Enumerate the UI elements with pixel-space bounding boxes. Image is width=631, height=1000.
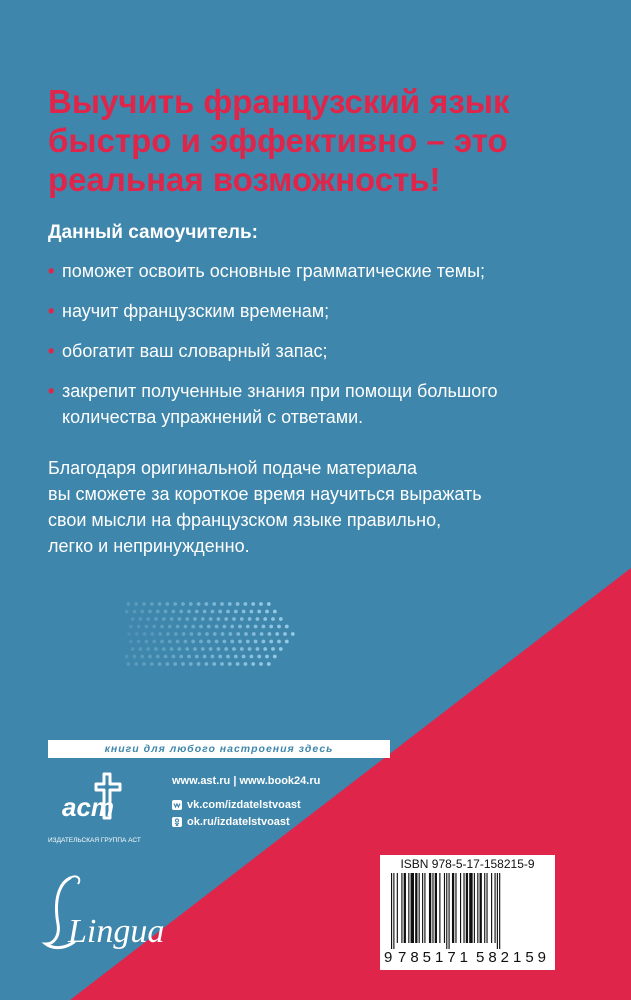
list-item-text: количества упражнений с ответами. [62,407,364,427]
decoration-dot [223,625,227,629]
decoration-dot [193,617,197,621]
decoration-dot [213,632,217,636]
decoration-dot [217,617,221,621]
barcode-bar [435,873,437,943]
decoration-dot [271,647,275,651]
barcode-bar [466,873,468,943]
decoration-dot [277,625,281,629]
barcode-bar [499,873,500,949]
decoration-dot [211,610,215,614]
description-line: свои мысли на французском языке правильно, [48,510,442,530]
isbn-number: ISBN 978-5-17-158215-9 [400,857,535,871]
decoration-dot [189,602,193,606]
decoration-dot [191,625,195,629]
ean-group-right [476,949,546,967]
decoration-dot [283,632,287,636]
decoration-dot [224,647,228,651]
barcode-bar [474,873,475,943]
decoration-dot [152,640,156,644]
decoration-dot [140,655,144,659]
decoration-dot [250,655,254,659]
ean-lead-digit: 9 [384,949,393,966]
ean-digit: 9 [537,949,546,966]
headline-line: реальная возможность! [48,161,441,198]
decoration-dot [218,655,222,659]
decoration-dot [134,662,138,666]
bullet-dot-icon: • [48,301,55,321]
ean-group-left [398,949,468,967]
vk-link[interactable] [172,797,301,813]
decoration-dot [228,662,232,666]
bullet-dot-icon: • [48,341,55,361]
ean-digit: 1 [434,949,444,966]
barcode-bar [439,873,440,943]
ean-digit: 8 [488,949,497,966]
decoration-dot [252,632,256,636]
decoration-dot [242,655,246,659]
decoration-dot [150,602,154,606]
decoration-dot [242,610,246,614]
publisher-websites[interactable]: www.ast.ru | www.book24.ru [172,775,321,787]
ean-digit: 1 [512,949,522,966]
slogan-banner: книги для любого настроения здесь [48,740,390,758]
decoration-dot [190,632,194,636]
decoration-dot [125,610,129,614]
decoration-dot [291,632,295,636]
decoration-dot [236,602,240,606]
decoration-dot [187,610,191,614]
ean-digit: 2 [500,949,509,966]
decoration-dot [166,632,170,636]
decoration-dot [173,662,177,666]
decoration-dot [197,632,201,636]
decoration-dot [162,647,166,651]
decoration-dot [260,632,264,636]
headline-line: Выучить французский язык [48,83,510,120]
decoration-dot [187,655,191,659]
decoration-dot [189,662,193,666]
barcode-bar [449,873,450,949]
ast-logo-text: аст [62,792,115,822]
lingua-logo-text: Lingua [68,913,165,950]
barcode [389,873,549,949]
decoration-dot [129,625,133,629]
decoration-dot [170,617,174,621]
decoration-dot [185,617,189,621]
decoration-dot [229,632,233,636]
decoration-dot [226,655,230,659]
decoration-dot [240,617,244,621]
decoration-dot [191,640,195,644]
decoration-dot [154,647,158,651]
decoration-dot [168,640,172,644]
decoration-dot [184,640,188,644]
decoration-dot [178,647,182,651]
list-item-text: закрепит полученные знания при помощи большого [62,381,498,401]
decoration-dot [273,655,277,659]
decoration-dot [209,617,213,621]
decoration-dot [150,662,154,666]
ok-link[interactable] [172,814,290,830]
decoration-dot [193,647,197,651]
decoration-dot [259,662,263,666]
decoration-dot [164,610,168,614]
decoration-dot [228,602,232,606]
decoration-dot [240,647,244,651]
barcode-bar [446,873,447,949]
decoration-dot [285,640,289,644]
decoration-dot [129,640,133,644]
barcode-bar [424,873,425,943]
decoration-dot [179,610,183,614]
decoration-dot [259,602,263,606]
barcode-bar [444,873,445,943]
decoration-dot [199,625,203,629]
decoration-dot [215,640,219,644]
decoration-dot [248,617,252,621]
list-item-text: научит французским временам; [62,301,330,321]
decoration-dot [205,632,209,636]
decoration-dot [146,647,150,651]
decoration-dot [256,617,260,621]
decoration-dot [246,640,250,644]
decoration-dot [135,632,139,636]
ean-digit: 8 [410,949,419,966]
decoration-dot [257,655,261,659]
ean-digit: 5 [525,949,534,966]
decoration-dot [269,625,273,629]
decoration-dot [176,640,180,644]
decoration-dot [209,647,213,651]
decoration-dot [131,617,135,621]
decoration-dot [256,647,260,651]
decoration-dot [174,632,178,636]
decoration-dot [215,625,219,629]
barcode-bar [415,873,417,943]
decoration-dot [217,647,221,651]
decoration-dot [160,640,164,644]
barcode-bar [429,873,431,943]
ean-digit: 1 [459,949,468,966]
decoration-dot [168,625,172,629]
decoration-dot [125,655,129,659]
decoration-dot [133,610,137,614]
decoration-dot [173,602,177,606]
decoration-dot [166,602,170,606]
decoration-dot [142,662,146,666]
feature-list [48,258,588,430]
decoration-dot [230,640,234,644]
decoration-dot [246,625,250,629]
description-line: вы сможете за короткое время научиться выражать [48,484,482,504]
decoration-dot [176,625,180,629]
decoration-dot [133,655,137,659]
decoration-dot [172,610,176,614]
decoration-dot [127,632,131,636]
barcode-bar [432,873,433,943]
barcode-bar [422,873,423,943]
decoration-dot [143,632,147,636]
decoration-dot [234,655,238,659]
barcode-bar [391,873,392,949]
ean-digits [384,949,554,967]
decoration-dot [158,602,162,606]
decoration-dot [268,632,272,636]
barcode-bar [411,873,414,943]
decoration-dot [160,625,164,629]
list-item-text: обогатит ваш словарный запас; [62,341,328,361]
decoration-dot [162,617,166,621]
barcode-bar [408,873,409,943]
decoration-dot [184,625,188,629]
decoration-dot [238,625,242,629]
bullet-dot-icon: • [48,381,55,401]
decoration-dot [285,625,289,629]
decoration-dot [212,662,216,666]
decoration-dot [267,602,271,606]
decoration-dot [145,640,149,644]
decoration-dot [220,662,224,666]
decoration-dot [244,602,248,606]
decoration-dot [179,655,183,659]
decoration-dot [234,610,238,614]
decoration-dot [236,662,240,666]
decoration-dot [250,610,254,614]
decoration-dot [221,632,225,636]
barcode-bar [484,873,485,943]
decoration-dot [158,632,162,636]
decoration-dot [195,610,199,614]
decoration-dot [170,647,174,651]
barcode-bar [397,873,398,943]
barcode-bar [469,873,472,943]
decoration-dot [137,625,141,629]
decoration-dot [223,640,227,644]
decoration-dot [251,662,255,666]
decoration-dot [230,625,234,629]
barcode-bar [463,873,464,943]
decoration-dot [236,632,240,636]
decoration-dot [273,610,277,614]
ast-logo [60,768,140,838]
decoration-dot [218,610,222,614]
barcode-bar [404,873,406,943]
decoration-dot [262,640,266,644]
decoration-dot [279,617,283,621]
decoration-dot [254,625,258,629]
barcode-bar [455,873,456,943]
decoration-dot [181,662,185,666]
intro-text: Данный самоучитель: [48,222,258,243]
decoration-dot [257,610,261,614]
decoration-dot [265,610,269,614]
dotted-arrows-decoration [125,598,310,678]
decoration-dot [158,662,162,666]
lingua-logo [40,872,180,957]
decoration-dot [263,617,267,621]
barcode-bar [452,873,454,943]
list-item-text: поможет освоить основные грамматические темы; [62,261,486,281]
decoration-dot [152,625,156,629]
decoration-dot [134,602,138,606]
decoration-dot [201,617,205,621]
decoration-dot [201,647,205,651]
decoration-dot [238,640,242,644]
decoration-dot [203,610,207,614]
decoration-dot [205,602,209,606]
ok-icon [172,817,182,827]
ean-digit: 5 [476,949,485,966]
vk-icon [172,800,182,810]
barcode-bar [480,873,482,943]
decoration-dot [139,617,143,621]
decoration-dot [182,632,186,636]
decoration-dot [203,655,207,659]
barcode-bar [497,873,498,949]
decoration-dot [154,617,158,621]
list-item [48,378,588,430]
decoration-dot [244,632,248,636]
decoration-dot [207,640,211,644]
decoration-dot [127,662,131,666]
decoration-dot [211,655,215,659]
decoration-dot [248,647,252,651]
decoration-dot [277,640,281,644]
list-item [48,298,588,324]
decoration-dot [275,632,279,636]
decoration-dot [251,602,255,606]
decoration-dot [263,647,267,651]
publisher-caption: ИЗДАТЕЛЬСКАЯ ГРУППА АСТ [48,837,141,844]
decoration-dot [131,647,135,651]
barcode-bar [401,873,402,943]
decoration-dot [279,647,283,651]
decoration-dot [137,640,141,644]
decoration-dot [185,647,189,651]
decoration-dot [197,662,201,666]
decoration-dot [262,625,266,629]
ean-digit: 7 [447,949,456,966]
headline-line: быстро и эффективно – это [48,122,508,159]
decoration-dot [226,610,230,614]
decoration-dot [197,602,201,606]
decoration-dot [232,647,236,651]
decoration-dot [267,662,271,666]
decoration-dot [244,662,248,666]
barcode-bar [477,873,478,943]
decoration-dot [269,640,273,644]
decoration-dot [224,617,228,621]
decoration-dot [151,632,155,636]
ok-link-text: ok.ru/izdatelstvoast [187,816,290,828]
decoration-dot [140,610,144,614]
decoration-dot [139,647,143,651]
decoration-dot [166,662,170,666]
decoration-dot [148,655,152,659]
bullet-dot-icon: • [48,261,55,281]
decoration-dot [142,602,146,606]
list-item [48,338,588,364]
barcode-bar [393,873,394,949]
decoration-dot [148,610,152,614]
decoration-dot [212,602,216,606]
decoration-dot [195,655,199,659]
decoration-dot [232,617,236,621]
decoration-dot [156,610,160,614]
decoration-dot [178,617,182,621]
decoration-dot [254,640,258,644]
list-item [48,258,588,284]
decoration-dot [271,617,275,621]
decoration-dot [146,617,150,621]
decoration-dot [207,625,211,629]
decoration-dot [172,655,176,659]
ean-digit: 7 [398,949,407,966]
description-line: легко и непринужденно. [48,536,250,556]
decoration-dot [156,655,160,659]
vk-link-text: vk.com/izdatelstvoast [187,799,301,811]
decoration-dot [127,602,131,606]
barcode-bar [495,873,496,943]
decoration-dot [145,625,149,629]
decoration-dot [205,662,209,666]
barcode-block [380,855,555,970]
description-line: Благодаря оригинальной подаче материала [48,458,418,478]
barcode-bar [486,873,487,943]
headline [48,82,608,199]
decoration-dot [220,602,224,606]
description-paragraph [48,455,588,559]
decoration-dot [164,655,168,659]
barcode-bar [491,873,492,943]
barcode-bar [460,873,461,943]
decoration-dot [199,640,203,644]
barcode-bar [419,873,420,943]
decoration-dot [265,655,269,659]
ean-digit: 5 [422,949,431,966]
decoration-dot [181,602,185,606]
